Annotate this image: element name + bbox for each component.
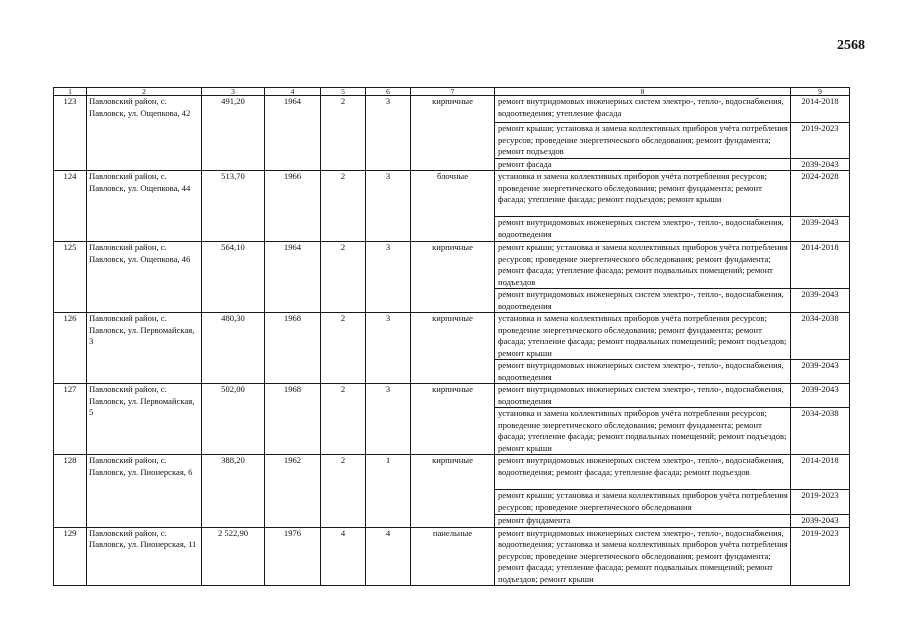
repair-schedule-table bbox=[53, 87, 850, 586]
address-cell: Павловский район, с. Павловск, ул. Пионерская, 11 bbox=[87, 527, 202, 586]
work-description-cell: ремонт крыши; установка и замена коллективных приборов учёта потребления ресурсов; проведение энергетического обследования bbox=[495, 490, 791, 515]
entrances-cell: 3 bbox=[366, 313, 411, 384]
row-number: 128 bbox=[54, 455, 87, 528]
header-row bbox=[54, 88, 850, 96]
period-cell: 2014-2018 bbox=[791, 455, 850, 490]
work-description-cell: ремонт фасада bbox=[495, 158, 791, 171]
table-body bbox=[54, 96, 850, 586]
page-number: 2568 bbox=[837, 38, 865, 53]
work-description-cell: ремонт внутридомовых инженерных систем электро-, тепло-, водоснабжения, водоотведения bbox=[495, 384, 791, 408]
row-number: 127 bbox=[54, 384, 87, 455]
area-cell: 564,10 bbox=[202, 242, 265, 313]
row-number: 126 bbox=[54, 313, 87, 384]
work-description-cell: установка и замена коллективных приборов учёта потребления ресурсов; проведение энергетического обследования; ремонт фундамента; ремонт фасада; утепление фасада; ремонт подвальных помещений; ремонт подъездов; ремонт крыши bbox=[495, 313, 791, 360]
entrances-cell: 3 bbox=[366, 384, 411, 455]
material-cell: кирпичные bbox=[411, 384, 495, 455]
work-description-cell: ремонт внутридомовых инженерных систем электро-, тепло-, водоснабжения, водоотведения; ремонт фасада; утепление фасада; ремонт подъездов bbox=[495, 455, 791, 490]
column-header: 7 bbox=[411, 88, 495, 96]
period-cell: 2024-2028 bbox=[791, 171, 850, 217]
address-cell: Павловский район, с. Павловск, ул. Ощепкова, 44 bbox=[87, 171, 202, 242]
column-header: 4 bbox=[265, 88, 321, 96]
entrances-cell: 3 bbox=[366, 242, 411, 313]
work-description-cell: ремонт внутридомовых инженерных систем электро-, тепло-, водоснабжения, водоотведения bbox=[495, 360, 791, 384]
year-cell: 1968 bbox=[265, 384, 321, 455]
row-number: 123 bbox=[54, 96, 87, 171]
entrances-cell: 3 bbox=[366, 171, 411, 242]
work-description-cell: установка и замена коллективных приборов учёта потребления ресурсов; проведение энергетического обследования; ремонт фундамента; ремонт фасада; утепление фасада; ремонт подъездов; ремонт крыши bbox=[495, 171, 791, 217]
year-cell: 1968 bbox=[265, 313, 321, 384]
period-cell: 2019-2023 bbox=[791, 123, 850, 159]
area-cell: 502,00 bbox=[202, 384, 265, 455]
column-header: 3 bbox=[202, 88, 265, 96]
work-description-cell: ремонт внутридомовых инженерных систем электро-, тепло-, водоснабжения, водоотведения bbox=[495, 289, 791, 313]
work-description-cell: ремонт крыши; установка и замена коллективных приборов учёта потребления ресурсов; проведение энергетического обследования; ремонт фундамента; ремонт подъездов bbox=[495, 123, 791, 159]
entrances-cell: 1 bbox=[366, 455, 411, 528]
column-header: 6 bbox=[366, 88, 411, 96]
period-cell: 2039-2043 bbox=[791, 515, 850, 528]
area-cell: 480,30 bbox=[202, 313, 265, 384]
year-cell: 1962 bbox=[265, 455, 321, 528]
work-description-cell: ремонт внутридомовых инженерных систем электро-, тепло-, водоснабжения, водоотведения; утепление фасада bbox=[495, 96, 791, 123]
row-number: 124 bbox=[54, 171, 87, 242]
column-header: 9 bbox=[791, 88, 850, 96]
work-description-cell: ремонт внутридомовых инженерных систем электро-, тепло-, водоснабжения, водоотведения; установка и замена коллективных приборов учёта потребления ресурсов; проведение энергетического обследования; ремонт фундамента; ремонт фасада; утепление фасада; ремонт подвальных помещений; ремонт подъездов; ремонт крыши bbox=[495, 527, 791, 586]
address-cell: Павловский район, с. Павловск, ул. Ощепкова, 42 bbox=[87, 96, 202, 171]
entrances-cell: 3 bbox=[366, 96, 411, 171]
period-cell: 2034-2038 bbox=[791, 408, 850, 455]
area-cell: 491,20 bbox=[202, 96, 265, 171]
year-cell: 1966 bbox=[265, 171, 321, 242]
table-row bbox=[54, 455, 850, 490]
row-number: 125 bbox=[54, 242, 87, 313]
work-description-cell: ремонт фундамента bbox=[495, 515, 791, 528]
material-cell: кирпичные bbox=[411, 455, 495, 528]
period-cell: 2019-2023 bbox=[791, 527, 850, 586]
period-cell: 2014-2018 bbox=[791, 242, 850, 289]
column-header: 5 bbox=[321, 88, 366, 96]
column-header: 2 bbox=[87, 88, 202, 96]
column-header: 1 bbox=[54, 88, 87, 96]
area-cell: 388,20 bbox=[202, 455, 265, 528]
address-cell: Павловский район, с. Павловск, ул. Первомайская, 3 bbox=[87, 313, 202, 384]
table-row bbox=[54, 242, 850, 289]
period-cell: 2034-2038 bbox=[791, 313, 850, 360]
period-cell: 2039-2043 bbox=[791, 217, 850, 242]
year-cell: 1976 bbox=[265, 527, 321, 586]
work-description-cell: ремонт крыши; установка и замена коллективных приборов учёта потребления ресурсов; проведение энергетического обследования; ремонт фундамента; ремонт фасада; утепление фасада; ремонт подвальных помещений; ремонт подъездов bbox=[495, 242, 791, 289]
material-cell: блочные bbox=[411, 171, 495, 242]
floors-cell: 2 bbox=[321, 96, 366, 171]
floors-cell: 2 bbox=[321, 313, 366, 384]
floors-cell: 4 bbox=[321, 527, 366, 586]
table-row bbox=[54, 313, 850, 360]
material-cell: кирпичные bbox=[411, 313, 495, 384]
work-description-cell: установка и замена коллективных приборов учёта потребления ресурсов; проведение энергетического обследования; ремонт фундамента; ремонт фасада; утепление фасада; ремонт подвальных помещений; ремонт подъездов; ремонт крыши bbox=[495, 408, 791, 455]
period-cell: 2019-2023 bbox=[791, 490, 850, 515]
floors-cell: 2 bbox=[321, 242, 366, 313]
floors-cell: 2 bbox=[321, 384, 366, 455]
table-row bbox=[54, 96, 850, 123]
period-cell: 2039-2043 bbox=[791, 384, 850, 408]
material-cell: кирпичные bbox=[411, 96, 495, 171]
year-cell: 1964 bbox=[265, 242, 321, 313]
address-cell: Павловский район, с. Павловск, ул. Пионерская, 6 bbox=[87, 455, 202, 528]
table-row bbox=[54, 384, 850, 408]
period-cell: 2039-2043 bbox=[791, 360, 850, 384]
floors-cell: 2 bbox=[321, 171, 366, 242]
period-cell: 2039-2043 bbox=[791, 158, 850, 171]
column-header: 8 bbox=[495, 88, 791, 96]
address-cell: Павловский район, с. Павловск, ул. Ощепкова, 46 bbox=[87, 242, 202, 313]
floors-cell: 2 bbox=[321, 455, 366, 528]
period-cell: 2039-2043 bbox=[791, 289, 850, 313]
area-cell: 513,70 bbox=[202, 171, 265, 242]
material-cell: кирпичные bbox=[411, 242, 495, 313]
entrances-cell: 4 bbox=[366, 527, 411, 586]
period-cell: 2014-2018 bbox=[791, 96, 850, 123]
year-cell: 1964 bbox=[265, 96, 321, 171]
table-row bbox=[54, 527, 850, 586]
table-row bbox=[54, 171, 850, 217]
material-cell: панельные bbox=[411, 527, 495, 586]
area-cell: 2 522,90 bbox=[202, 527, 265, 586]
work-description-cell: ремонт внутридомовых инженерных систем электро-, тепло-, водоснабжения, водоотведения bbox=[495, 217, 791, 242]
row-number: 129 bbox=[54, 527, 87, 586]
address-cell: Павловский район, с. Павловск, ул. Первомайская, 5 bbox=[87, 384, 202, 455]
